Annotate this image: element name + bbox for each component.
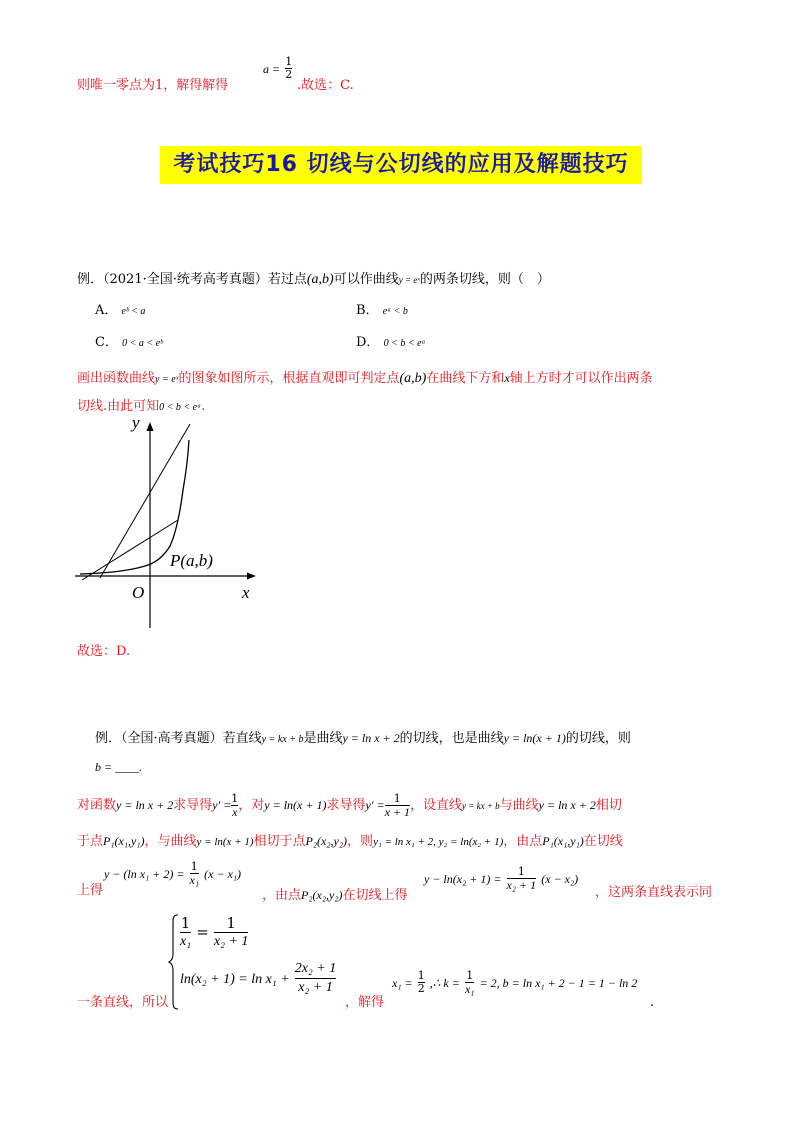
sol-part: 相切于点 (253, 834, 306, 849)
sol-part: ，对 (238, 798, 265, 813)
x-axis-label: x (242, 583, 250, 602)
sol-expr: y₁ = ln x₁ + 2, y₂ = ln(x₂ + 1) (373, 836, 504, 848)
sol-x: x (504, 371, 510, 385)
fraction (465, 970, 475, 995)
frac-num: 1 (466, 969, 474, 982)
exp-curve-graph (70, 418, 270, 633)
sol-part: 对函数 (77, 798, 117, 813)
option-expr: eᵃ < b (382, 306, 408, 317)
sol2-line3-mid (262, 886, 408, 905)
sol2-line3 (77, 882, 103, 900)
sol-part: 切线.由此可知 (77, 399, 160, 414)
eq-left: ln(x₂ + 1) = ln x₁ + (180, 972, 290, 987)
frac-num: 2x₂ + 1 (294, 961, 337, 976)
sol-expr: y = ln x + 2 (116, 798, 174, 812)
sol-curve: y = eˣ (155, 374, 179, 385)
option-d[interactable] (356, 334, 426, 353)
frac-num: 1 (180, 914, 191, 932)
stem-part: 是曲线 (303, 731, 343, 746)
option-label: A． (95, 303, 118, 318)
formula-a: a = (263, 62, 281, 76)
frac-num: 1 (190, 860, 198, 873)
frac-num: 1 (517, 865, 525, 878)
top-line (77, 77, 228, 95)
frac-num: 1 (285, 55, 293, 68)
example1-answer: 故选：D. (77, 644, 131, 659)
line-expr: y = kx + b (261, 734, 304, 745)
option-label: C． (95, 335, 118, 350)
option-expr: 0 < a < eᵇ (122, 338, 163, 349)
stem-part: 例．（全国·高考真题）若直线 (95, 731, 262, 746)
sol-expr: y = ln(x + 1) (196, 836, 254, 848)
system-eq2 (180, 960, 336, 997)
sol-expr: P₂(x₂,y₂) (305, 834, 348, 848)
frac-den: 2 (417, 982, 425, 995)
fraction (190, 861, 200, 886)
top-line-text: 则唯一零点为1，解得解得 (77, 78, 229, 93)
sol-part: 在切线上得 (342, 888, 408, 903)
sol-part: ，与曲线 (144, 834, 197, 849)
frac-den: x₁ (464, 982, 475, 996)
eq-right: (x − x₂) (541, 872, 579, 886)
res-part: ,∴ k = (429, 976, 460, 990)
sol-part: 轴上方时才可以作出两条 (509, 371, 653, 386)
sol-expr: y = kx + b (462, 801, 500, 811)
fraction (507, 866, 537, 891)
sol-expr: P₂(x₂,y₂) (301, 888, 343, 902)
top-line-tail: .故选：C. (297, 78, 354, 93)
sol2-line1 (77, 793, 622, 818)
example2-blank (95, 758, 142, 777)
x-axis-arrow (247, 573, 256, 580)
sol-point: (a,b) (399, 371, 427, 386)
frac-den: x₂ + 1 (506, 878, 537, 892)
tangent-eq2 (424, 866, 578, 891)
system-brace (168, 914, 180, 1010)
option-expr: 0 < b < eᵃ (383, 338, 426, 349)
fraction (295, 960, 337, 997)
top-line-formula (263, 56, 292, 81)
frac-num: 1 (417, 969, 425, 982)
curve2-expr: y = ln(x + 1) (503, 731, 566, 745)
frac-den: 2 (285, 68, 293, 81)
sol2-line3-tail: ，这两条直线表示同 (595, 885, 713, 900)
sol2-line4: 一条直线，所以 (77, 995, 169, 1010)
sol-expr: y = ln x + 2 (538, 798, 596, 812)
point-p-label: P(a,b) (170, 551, 213, 570)
point-ab: (a,b) (306, 272, 334, 287)
sol-expr: 0 < b < eᵃ (159, 402, 202, 413)
eq-left: y − ln(x₂ + 1) = (424, 872, 502, 886)
example2-stem (95, 729, 631, 749)
fraction (418, 970, 425, 995)
blank-expr: b = ____. (95, 760, 143, 774)
fraction (180, 914, 191, 951)
system-eq1 (180, 914, 248, 951)
sol-expr: y′ = (212, 798, 232, 812)
example1-solution-line1 (77, 369, 653, 389)
frac-den: x₁ (189, 873, 200, 887)
sol-part: 在切线 (583, 834, 623, 849)
sol-part: . (201, 399, 206, 414)
frac-den: x₂ + 1 (213, 934, 249, 949)
tangent-eq1 (104, 861, 241, 886)
frac-num: 1 (226, 914, 236, 932)
stem-part: 的两条切线，则（ ） (419, 272, 550, 287)
sol-expr: y = ln(x + 1) (264, 798, 327, 812)
sol-part: 上得 (77, 883, 104, 898)
sol-part: 求导得 (173, 798, 213, 813)
sol-expr: P₁(x₁,y₁) (542, 834, 584, 848)
option-b[interactable] (356, 302, 408, 321)
sol2-solve: ，解得 (345, 995, 385, 1010)
sol-part: ，由点 (262, 888, 302, 903)
fraction (214, 914, 249, 951)
res-part: x₁ = (392, 976, 413, 990)
tangent-line-1 (82, 520, 178, 580)
example1-stem (77, 271, 550, 289)
frac-den: x (232, 805, 238, 819)
curve-expr: y = eˣ (398, 275, 420, 285)
sol-part: 画出函数曲线 (77, 371, 156, 386)
final-result (392, 970, 637, 995)
final-period: . (650, 995, 655, 1010)
eq-left: y − (ln x₁ + 2) = (104, 867, 185, 881)
res-part: = 2, b = ln x₁ + 2 − 1 = 1 − ln 2 (479, 976, 638, 990)
sol-part: 与曲线 (499, 798, 539, 813)
sol-part: 于点 (77, 834, 104, 849)
section-title: 考试技巧16 切线与公切线的应用及解题技巧 (160, 146, 642, 184)
sol-expr: P₁(x₁,y₁) (103, 834, 145, 848)
sol-part: 求导得 (326, 798, 366, 813)
frac-num: 1 (393, 792, 401, 805)
sol-part: ，设直线 (410, 798, 463, 813)
frac-den: x₂ + 1 (298, 980, 333, 995)
frac-den: x₁ (180, 934, 192, 949)
fraction (385, 793, 410, 818)
sol-part: 相切 (595, 798, 622, 813)
frac-num: 1 (231, 792, 239, 805)
example1-solution-line2 (77, 398, 205, 417)
option-c[interactable] (95, 334, 163, 353)
eq-right: (x − x₁) (204, 867, 242, 881)
sol-expr: y′ = (365, 798, 385, 812)
sol-part: 在曲线下方和 (426, 371, 505, 386)
sol-part: ，则 (347, 834, 374, 849)
option-label: B． (356, 303, 379, 318)
sol2-line2 (77, 832, 623, 851)
y-axis-label: y (132, 418, 140, 432)
fraction-one-half (285, 56, 292, 81)
origin-label: O (132, 583, 145, 602)
option-a[interactable] (95, 302, 145, 321)
y-axis-arrow (147, 422, 154, 431)
equals-sign: = (196, 923, 209, 941)
stem-part: 的切线，也是曲线 (399, 731, 504, 746)
option-expr: eᵇ < a (121, 306, 146, 317)
curve1-expr: y = ln x + 2 (342, 731, 400, 745)
stem-part: 可以作曲线 (333, 272, 399, 287)
sol-part: 的图象如图所示，根据直观即可判定点 (178, 371, 400, 386)
option-label: D． (356, 335, 380, 350)
stem-part: 的切线，则 (565, 731, 631, 746)
stem-part: 例．（2021·全国·统考高考真题）若过点 (77, 272, 307, 287)
sol-part: ，由点 (503, 834, 543, 849)
frac-den: x + 1 (384, 805, 410, 819)
